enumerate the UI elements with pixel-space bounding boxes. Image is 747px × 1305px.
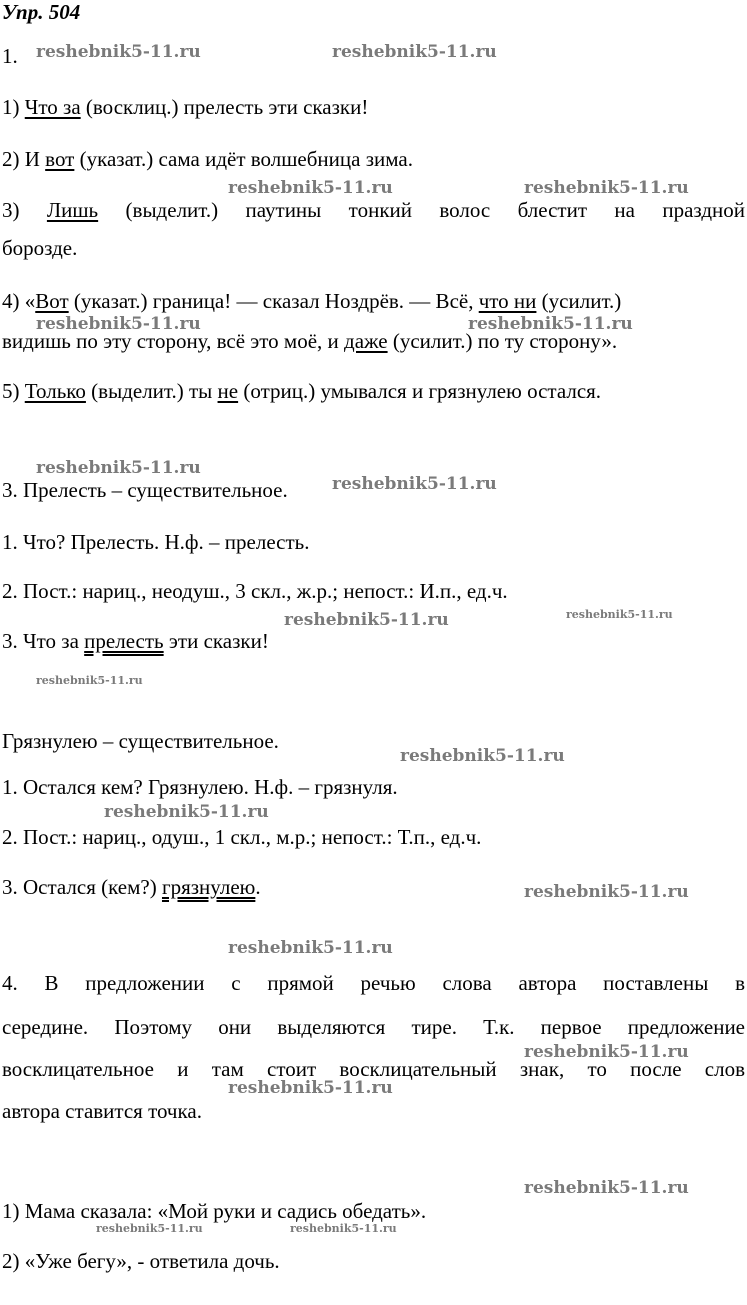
particle-underlined: Только <box>24 379 86 403</box>
watermark: reshebnik5-11.ru <box>332 474 497 494</box>
watermark: reshebnik5-11.ru <box>228 1078 393 1098</box>
parse-line: 2. Пост.: нариц., одуш., 1 скл., м.р.; непост.: Т.п., ед.ч. <box>2 825 482 849</box>
sentence-2: 2) И вот (указат.) сама идёт волшебница зима. <box>2 147 413 171</box>
sentence-5: 5) Только (выделит.) ты не (отриц.) умывался и грязнулею остался. <box>2 379 602 403</box>
particle-underlined: что ни <box>478 289 537 313</box>
particle-underlined: Вот <box>35 289 69 313</box>
watermark: reshebnik5-11.ru <box>96 1222 203 1235</box>
particle-underlined: не <box>217 379 239 403</box>
sentence-1: 1) Что за (восклиц.) прелесть эти сказки! <box>2 95 369 119</box>
sentence-3: 3) Лишь (выделит.) паутины тонкий волос блестит на праздной <box>2 198 745 222</box>
watermark: reshebnik5-11.ru <box>36 674 143 687</box>
particle-underlined: даже <box>344 329 388 353</box>
watermark: reshebnik5-11.ru <box>524 1042 689 1062</box>
watermark: reshebnik5-11.ru <box>524 1178 689 1198</box>
watermark: reshebnik5-11.ru <box>524 882 689 902</box>
sentence-4-cont: видишь по эту сторону, всё это моё, и даже (усилит.) по ту сторону». <box>2 329 618 353</box>
answer-4-line: восклицательное и там стоит восклицательный знак, то после слов <box>2 1057 745 1081</box>
answer-4-line: автора ставится точка. <box>2 1099 202 1123</box>
sentence-4: 4) «Вот (указат.) граница! — сказал Ноздрёв. — Всё, что ни (усилит.) <box>2 289 622 313</box>
watermark: reshebnik5-11.ru <box>36 458 201 478</box>
answer-4-line: 4. В предложении с прямой речью слова автора поставлены в <box>2 971 745 995</box>
watermark: reshebnik5-11.ru <box>290 1222 397 1235</box>
watermark: reshebnik5-11.ru <box>36 42 201 62</box>
particle-underlined: вот <box>45 147 75 171</box>
watermark: reshebnik5-11.ru <box>228 938 393 958</box>
watermark: reshebnik5-11.ru <box>104 802 269 822</box>
particle-underlined: Лишь <box>46 198 99 222</box>
parse-line: 3. Остался (кем?) грязнулею. <box>2 875 261 899</box>
word-double-underlined: грязнулею <box>161 875 256 899</box>
watermark: reshebnik5-11.ru <box>468 314 633 334</box>
parse-heading-1: 3. Прелесть – существительное. <box>2 478 288 502</box>
parse-heading-2: Грязнулею – существительное. <box>2 729 279 753</box>
watermark: reshebnik5-11.ru <box>566 608 673 621</box>
watermark: reshebnik5-11.ru <box>400 746 565 766</box>
parse-line: 1. Остался кем? Грязнулею. Н.ф. – грязнуля. <box>2 775 398 799</box>
example-sentence-1: 1) Мама сказала: «Мой руки и садись обедать». <box>2 1199 427 1223</box>
section-1-number: 1. <box>2 44 18 68</box>
watermark: reshebnik5-11.ru <box>524 178 689 198</box>
parse-line: 1. Что? Прелесть. Н.ф. – прелесть. <box>2 530 310 554</box>
example-sentence-2: 2) «Уже бегу», - ответила дочь. <box>2 1249 280 1273</box>
watermark: reshebnik5-11.ru <box>36 314 201 334</box>
watermark: reshebnik5-11.ru <box>284 610 449 630</box>
parse-line: 3. Что за прелесть эти сказки! <box>2 629 269 653</box>
particle-underlined: Что за <box>24 95 81 119</box>
answer-4-line: середине. Поэтому они выделяются тире. Т.к. первое предложение <box>2 1015 745 1039</box>
watermark: reshebnik5-11.ru <box>332 42 497 62</box>
sentence-3-cont: борозде. <box>2 236 78 260</box>
watermark: reshebnik5-11.ru <box>228 178 393 198</box>
parse-line: 2. Пост.: нариц., неодуш., 3 скл., ж.р.; непост.: И.п., ед.ч. <box>2 579 508 603</box>
word-double-underlined: прелесть <box>84 629 164 653</box>
exercise-title: Упр. 504 <box>2 0 81 24</box>
